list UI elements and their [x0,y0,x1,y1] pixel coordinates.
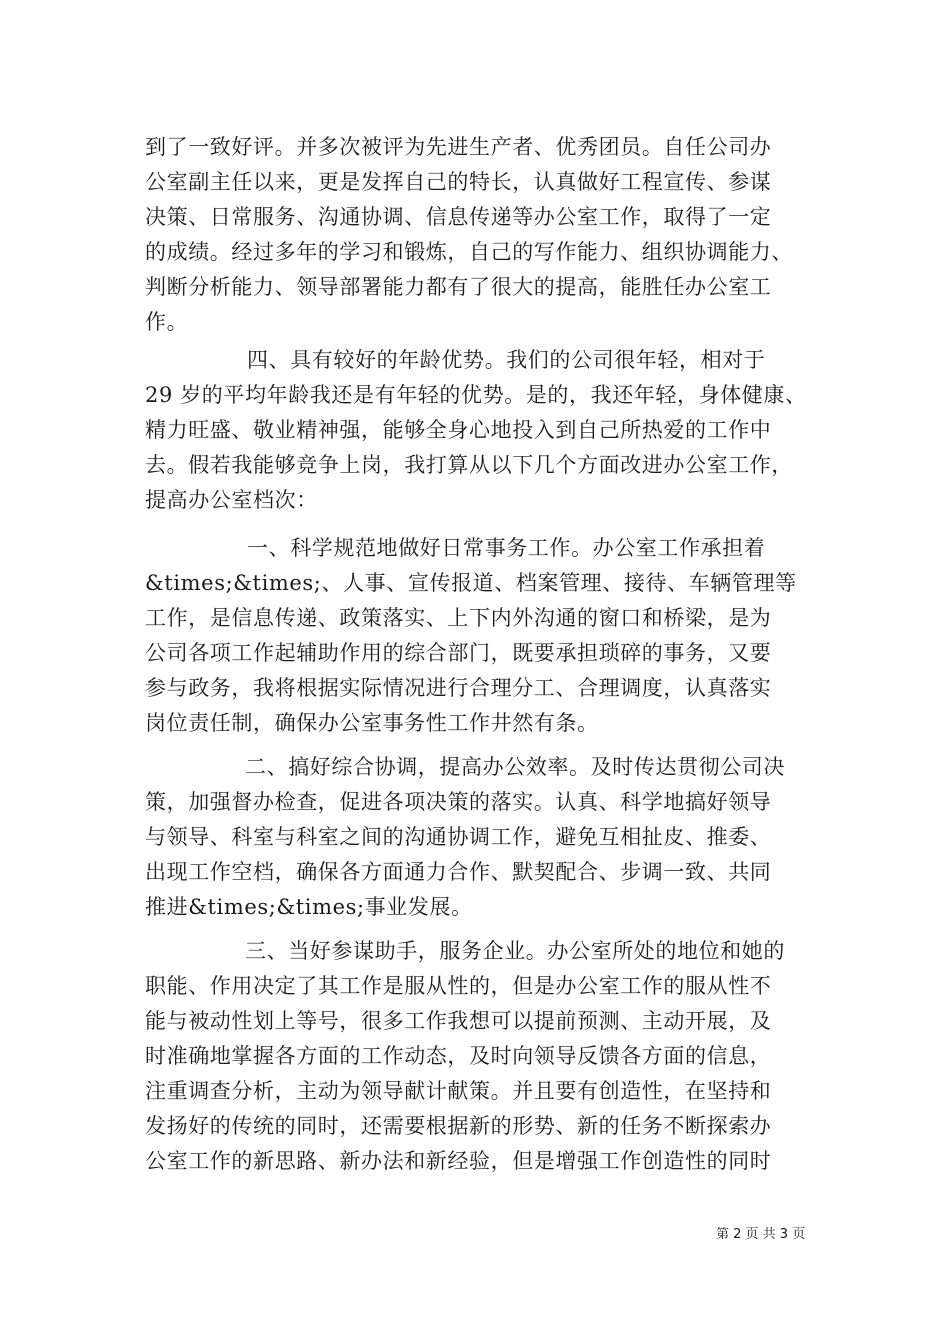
text-line: 发扬好的传统的同时，还需要根据新的形势、新的任务不断探索办 [145,1114,772,1138]
text-line: 29 岁的平均年龄我还是有年轻的优势。是的，我还年轻，身体健康、 [145,383,807,407]
text-line: 去。假若我能够竞争上岗，我打算从以下几个方面改进办公室工作， [145,453,793,477]
text-line: 注重调查分析，主动为领导献计献策。并且要有创造性，在坚持和 [145,1079,772,1103]
text-line: 时准确地掌握各方面的工作动态，及时向领导反馈各方面的信息， [145,1044,772,1068]
text-line: 职能、作用决定了其工作是服从性的，但是办公室工作的服从性不 [145,974,772,998]
paragraph-heading-2: 二、搞好综合协调，提高办公效率。及时传达贯彻公司决 [245,755,785,779]
paragraph-heading-3: 三、当好参谋助手，服务企业。办公室所处的地位和她的 [245,939,785,963]
text-line: 参与政务，我将根据实际情况进行合理分工、合理调度，认真落实 [145,676,772,700]
text-line: 能与被动性划上等号，很多工作我想可以提前预测、主动开展，及 [145,1009,772,1033]
text-line: 策，加强督办检查，促进各项决策的落实。认真、科学地搞好领导 [145,790,772,814]
text-line: 出现工作空档，确保各方面通力合作、默契配合、步调一致、共同 [145,860,772,884]
text-line: 工作，是信息传递、政策落实、上下内外沟通的窗口和桥梁，是为 [145,606,772,630]
text-line: 公室副主任以来，更是发挥自己的特长，认真做好工程宣传、参谋 [145,170,772,194]
text-line: 提高办公室档次： [145,488,318,512]
text-line: 与领导、科室与科室之间的沟通协调工作，避免互相扯皮、推委、 [145,825,772,849]
text-line: 到了一致好评。并多次被评为先进生产者、优秀团员。自任公司办 [145,135,772,159]
text-line: 作。 [145,310,189,334]
text-line: 公室工作的新思路、新办法和新经验，但是增强工作创造性的同时 [145,1149,772,1173]
text-line: 公司各项工作起辅助作用的综合部门，既要承担琐碎的事务，又要 [145,641,772,665]
text-line: 岗位责任制，确保办公室事务性工作井然有条。 [145,711,599,735]
paragraph-heading-4: 四、具有较好的年龄优势。我们的公司很年轻，相对于 [247,348,766,372]
text-line: 精力旺盛、敬业精神强，能够全身心地投入到自己所热爱的工作中 [145,418,772,442]
text-line: 决策、日常服务、沟通协调、信息传递等办公室工作，取得了一定 [145,205,772,229]
text-line: 的成绩。经过多年的学习和锻炼，自己的写作能力、组织协调能力、 [145,240,793,264]
text-line: 判断分析能力、领导部署能力都有了很大的提高，能胜任办公室工 [145,275,772,299]
page-number-footer: 第 2 页 共 3 页 [716,1227,806,1242]
text-line: 推进&times;&times;事业发展。 [145,895,473,919]
paragraph-heading-1: 一、科学规范地做好日常事务工作。办公室工作承担着 [247,536,766,560]
text-line: &times;&times;、人事、宣传报道、档案管理、接待、车辆管理等 [145,571,797,595]
